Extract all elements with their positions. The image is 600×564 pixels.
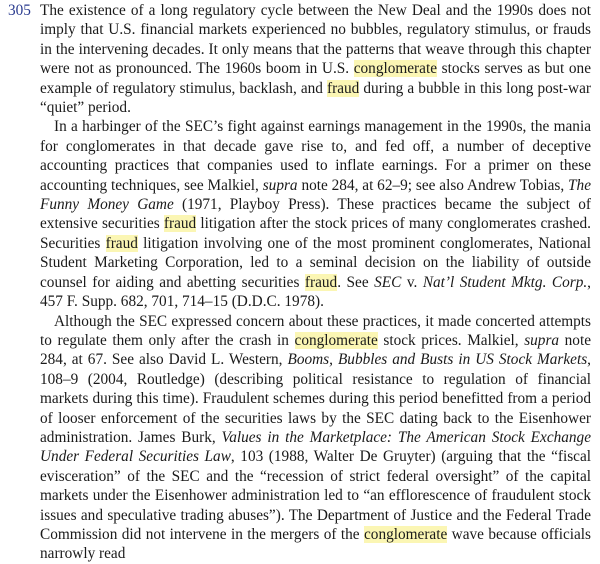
text-run: litigation after the stock prices of many conglomerates crashed. Securities xyxy=(40,215,591,252)
footnote-paragraph xyxy=(8,312,591,564)
paragraph-text xyxy=(40,313,591,563)
text-run: Although the SEC expressed concern about these practices, it made concerted attempts to regulate them only after the crash in xyxy=(40,312,591,349)
text-run: . See xyxy=(337,273,375,291)
citation-italic: Nat’l Student Mktg. Corp. xyxy=(422,273,588,291)
text-run: The existence of a long regulatory cycle between the New Deal and the 1990s does not imply that U.S. financial markets experienced no bubbles, regulatory stimulus, or frauds in the intervening decades. It only means that the patterns that weave through this chapter were not as pronounced. The 1960s boom in U.S. xyxy=(40,2,591,78)
text-run: In a harbinger of the SEC’s fight against earnings management in the 1990s, the mania for conglomerates in that decade gave rise to, and fed off, a number of deceptive accounting practices that companies used to inflate earnings. For a primer on these accounting techniques, see Malkiel, xyxy=(40,118,591,194)
citation-italic: SEC xyxy=(374,273,402,291)
citation-italic: supra xyxy=(262,176,298,194)
footnote-paragraph xyxy=(8,117,591,311)
text-run: , 103 (1988, Walter De Gruyter) (arguing that the “fiscal evisceration” of the SEC and the “recession of strict federal oversight” of the capital markets under the Eisenhower administration led to “an efflorescence of fraudulent stock issues and speculative trading abuses”). The Department of Justice and the Federal Trade Commission did not intervene in the mergers of the xyxy=(40,448,591,543)
paragraph-text xyxy=(40,118,591,310)
document-page xyxy=(8,1,591,564)
search-highlight: fraud xyxy=(105,234,138,252)
search-highlight: fraud xyxy=(327,79,360,97)
text-run: wave because officials narrowly read xyxy=(40,525,592,563)
search-highlight: conglomerate xyxy=(364,525,448,543)
text-run: stocks serves as but one example of regulatory stimulus, backlash, and xyxy=(40,60,591,97)
footnote-number[interactable]: 305 xyxy=(8,2,31,19)
footnote-paragraph xyxy=(8,1,591,117)
text-run: (1971, Playboy Press). These practices became the subject of extensive securities xyxy=(40,196,591,233)
text-run: note 284, at 67. See also David L. Western, xyxy=(40,331,591,369)
text-run: note 284, at 62–9; see also Andrew Tobias, xyxy=(297,176,569,194)
citation-italic: Values in the Marketplace: The American Stock Exchange Under Federal Securities Law xyxy=(40,428,591,466)
footnote xyxy=(8,1,591,564)
paragraph-text xyxy=(40,2,591,116)
search-highlight: conglomerate xyxy=(294,331,378,349)
text-run: during a bubble in this long post-war “quiet” period. xyxy=(40,79,591,117)
search-highlight: fraud xyxy=(304,273,338,291)
text-run: v. xyxy=(401,273,423,291)
search-highlight: conglomerate xyxy=(353,60,437,78)
text-run: , 108–9 (2004, Routledge) (describing political resistance to regulation of financial markets during this time). Fraudulent schemes during this period benefitted from a period of looser enforcement of the securities laws by the SEC dating back to the Eisenhower administration. James Burk, xyxy=(40,351,591,446)
search-highlight: fraud xyxy=(163,215,197,233)
text-run: litigation involving one of the most prominent conglomerates, National Student Marketing Corporation, led to a seminal decision on the liability of outside counsel for aiding and abetting securities xyxy=(40,234,591,291)
citation-italic: supra xyxy=(524,331,560,349)
citation-italic: The Funny Money Game xyxy=(40,176,591,214)
citation-italic: Booms, Bubbles and Busts in US Stock Markets xyxy=(287,351,588,369)
text-run: stock prices. Malkiel, xyxy=(377,331,525,349)
text-run: , 457 F. Supp. 682, 701, 714–15 (D.D.C. 1978). xyxy=(40,273,591,311)
